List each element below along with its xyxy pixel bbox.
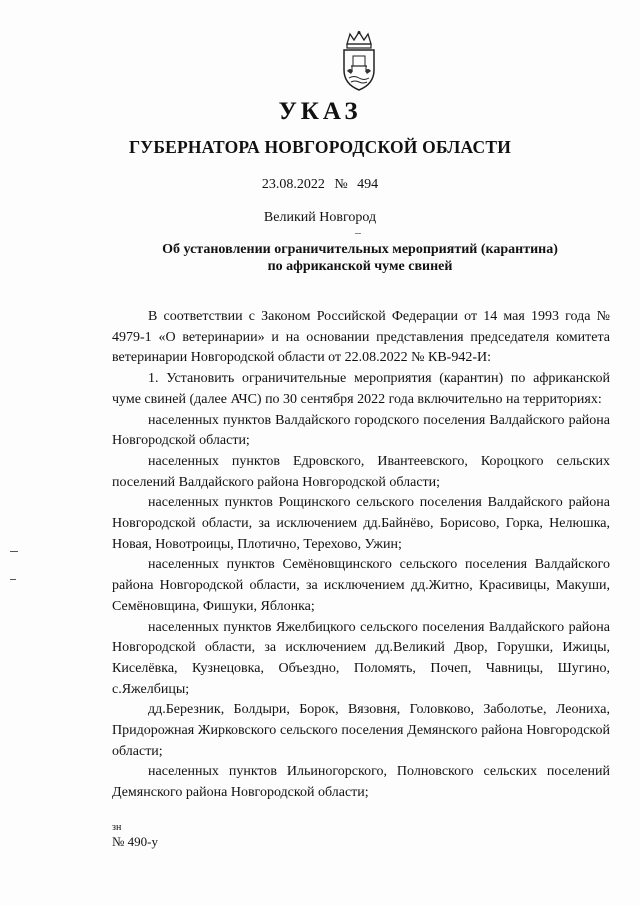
coat-of-arms-icon	[338, 30, 380, 92]
scan-artifact	[355, 233, 361, 234]
document-title: УКАЗ	[278, 98, 362, 125]
body-paragraph: дд.Березник, Болдыри, Борок, Вязовня, Головково, Заболотье, Леониха, Придорожная Жирковского сельского поселения Демянского района Новгородской области;	[112, 702, 610, 759]
body-paragraph: 1. Установить ограничительные мероприятия (карантин) по африканской чуме свиней (далее АЧС) по 30 сентября 2022 года включительно на территориях:	[112, 371, 610, 407]
scan-artifact	[10, 551, 18, 552]
document-city: Великий Новгород	[263, 210, 377, 225]
scan-artifact	[10, 579, 16, 580]
document-footer	[112, 822, 158, 850]
body-paragraph: населенных пунктов Семёновщинского сельского поселения Валдайского района Новгородской области, за исключением дд.Житно, Красивицы, Макуши, Семёновщина, Фишуки, Яблонка;	[112, 557, 610, 614]
document-heading	[110, 241, 610, 275]
body-paragraph: населенных пунктов Едровского, Ивантеевского, Короцкого сельских поселений Валдайского района Новгородской области;	[112, 453, 610, 490]
document-body	[112, 307, 610, 804]
body-paragraph: населенных пунктов Рощинского сельского поселения Валдайского района Новгородской области, за исключением дд.Байнёво, Борисово, Горка, Нелюшка, Новая, Новотроицы, Плотично, Терехово, Ужин;	[112, 495, 610, 552]
date-number-line	[0, 177, 640, 193]
document-subtitle: ГУБЕРНАТОРА НОВГОРОДСКОЙ ОБЛАСТИ	[128, 137, 512, 157]
body-paragraph: населенных пунктов Ильиногорского, Полновского сельских поселений Демянского района Новгородской области;	[112, 764, 610, 801]
body-paragraph: населенных пунктов Валдайского городского поселения Валдайского района Новгородской области;	[112, 412, 610, 449]
body-paragraph: населенных пунктов Яжелбицкого сельского поселения Валдайского района Новгородской области, за исключением дд.Великий Двор, Горушки, Ижицы, Киселёвка, Кузнецовка, Объездно, Поломять, Почеп, Чавницы, Шугино, с.Яжелбицы;	[112, 619, 610, 697]
registry-number: № 490-у	[112, 834, 158, 849]
author-initials: зн	[112, 822, 122, 833]
document-number: 494	[357, 177, 379, 192]
document-date: 23.08.2022	[261, 177, 325, 192]
body-paragraph: В соответствии с Законом Российской Федерации от 14 мая 1993 года № 4979-1 «О ветеринарии» и на основании представления председателя комитета ветеринарии Новгородской области от 22.08.2022 № КВ-942-И:	[112, 309, 610, 366]
heading-line: по африканской чуме свиней	[267, 259, 453, 274]
heading-line: Об установлении ограничительных мероприятий (карантина)	[162, 242, 558, 257]
number-sign: №	[334, 177, 348, 192]
